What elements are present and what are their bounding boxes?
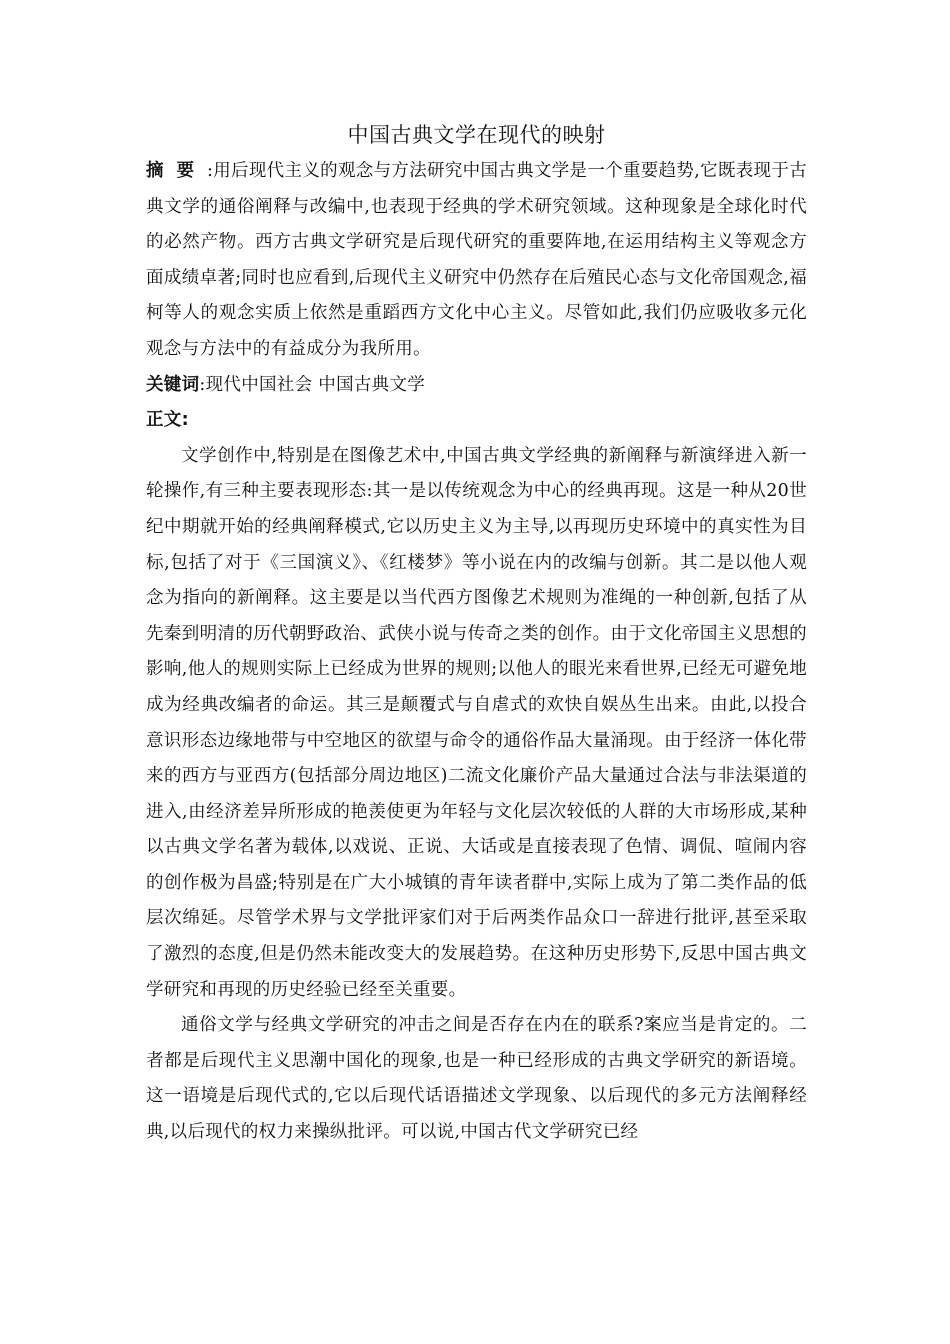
keywords-label: 关键词 <box>146 374 200 395</box>
abstract-text: :用后现代主义的观念与方法研究中国古典文学是一个重要趋势,它既表现于古典文学的通俗阐释与改编中,也表现于经典的学术研究领域。这种现象是全球化时代的必然产物。西方古典文学研究是后现代研究的重要阵地,在运用结构主义等观念方面成绩卓著;同时也应看到,后现代主义研究中仍然存在后殖民心态与文化帝国观念,福柯等人的观念实质上依然是重蹈西方文化中心主义。尽管如此,我们仍应吸收多元化观念与方法中的有益成分为我所用。 <box>146 161 807 359</box>
document-title: 中国古典文学在现代的映射 <box>347 123 606 147</box>
keywords-text: :现代中国社会 中国古典文学 <box>199 374 426 395</box>
keywords <box>146 368 807 404</box>
document-page <box>146 116 807 1151</box>
body-paragraph: 通俗文学与经典文学研究的冲击之间是否存在内在的联系?案应当是肯定的。二者都是后现代主义思潮中国化的现象,也是一种已经形成的古典文学研究的新语境。这一语境是后现代式的,它以后现代话语描述文学现象、以后现代的多元方法阐释经典,以后现代的权力来操纵批评。可以说,中国古代文学研究已经 <box>146 1015 807 1143</box>
abstract <box>146 154 807 368</box>
abstract-label: 摘要 <box>146 161 208 181</box>
body-label: 正文: <box>146 410 189 431</box>
body-heading <box>146 403 807 439</box>
body-paragraph: 文学创作中,特别是在图像艺术中,中国古典文学经典的新阐释与新演绎进入新一轮操作,有三种主要表现形态:其一是以传统观念为中心的经典再现。这是一种从20世纪中期就开始的经典阐释模式,它以历史主义为主导,以再现历史环境中的真实性为目标,包括了对于《三国演义》、《红楼梦》等小说在内的改编与创新。其二是以他人观念为指向的新阐释。这主要是以当代西方图像艺术规则为准绳的一种创新,包括了从先秦到明清的历代朝野政治、武侠小说与传奇之类的创作。由于文化帝国主义思想的影响,他人的规则实际上已经成为世界的规则;以他人的眼光来看世界,已经无可避免地成为经典改编者的命运。其三是颠覆式与自虐式的欢快自娱丛生出来。由此,以投合意识形态边缘地带与中空地区的欲望与命令的通俗作品大量涌现。由于经济一体化带来的西方与亚西方(包括部分周边地区)二流文化廉价产品大量通过合法与非法渠道的进入,由经济差异所形成的艳羡使更为年轻与文化层次较低的人群的大市场形成,某种以古典文学名著为载体,以戏说、正说、大话或是直接表现了色情、调侃、喧闹内容的创作极为昌盛;特别是在广大小城镇的青年读者群中,实际上成为了第二类作品的低层次绵延。尽管学术界与文学批评家们对于后两类作品众口一辞进行批评,甚至采取了激烈的态度,但是仍然未能改变大的发展趋势。在这种历史形势下,反思中国古典文学研究和再现的历史经验已经至关重要。 <box>146 445 807 1000</box>
